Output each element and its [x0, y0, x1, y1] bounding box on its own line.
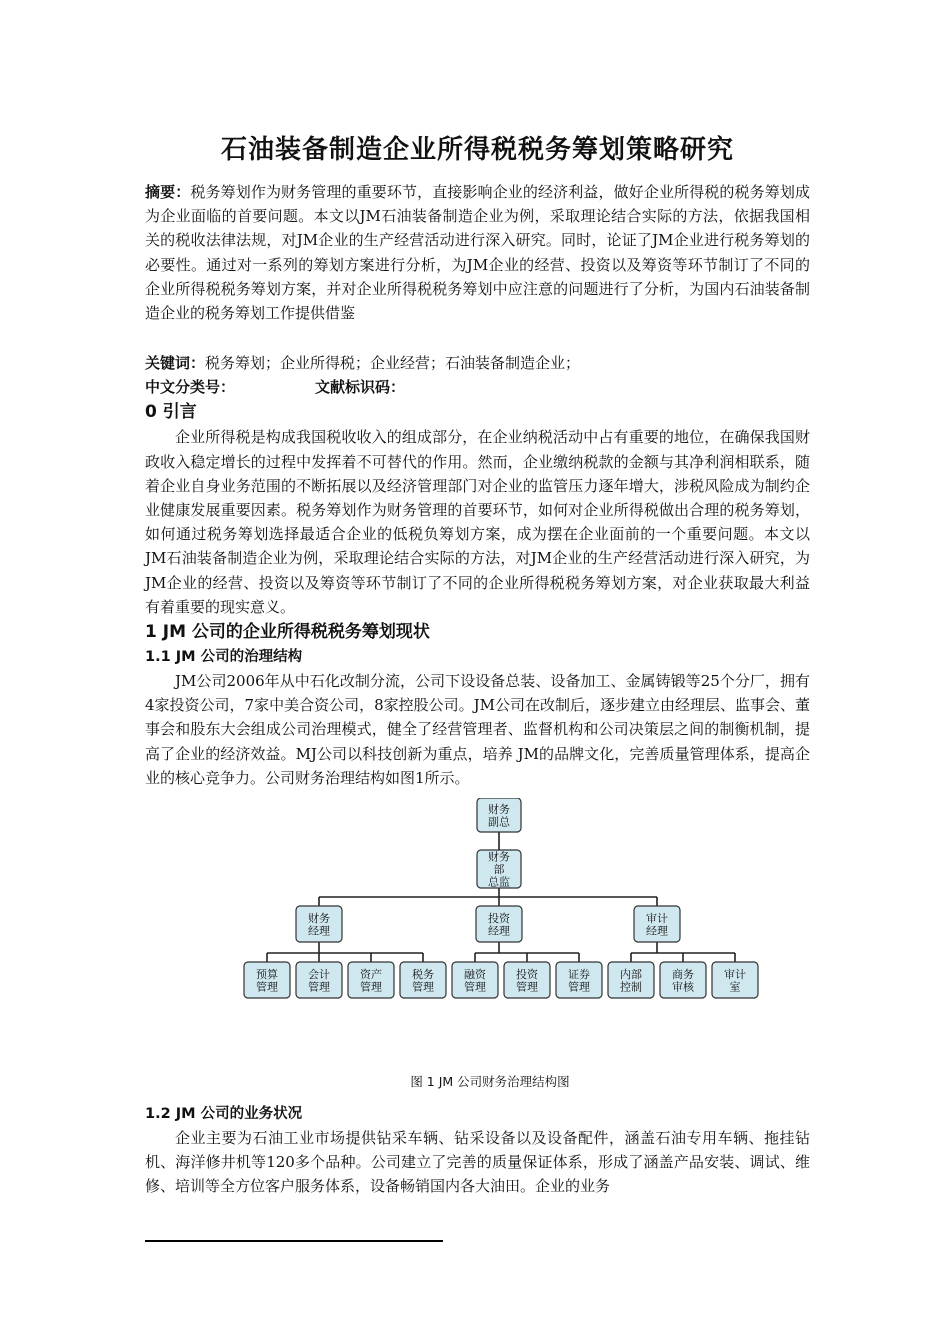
keywords-text: 税务筹划；企业所得税；企业经营；石油装备制造企业； [205, 354, 581, 373]
section-1-heading: 1 JM 公司的企业所得税税务筹划现状 [145, 622, 430, 643]
section-1-2-heading: 1.2 JM 公司的业务状况 [145, 1106, 303, 1123]
node-leaf-2-label-line: 管理 [308, 980, 330, 994]
node-finance-director-label-line: 部 [493, 863, 505, 877]
node-leaf-4 [400, 962, 446, 998]
keywords-label: 关键词： [145, 354, 206, 373]
node-leaf-6 [504, 962, 550, 998]
org-chart-figure [145, 790, 810, 1072]
node-leaf-6-label-line: 管理 [516, 980, 538, 994]
abstract-text: 税务筹划作为财务管理的重要环节，直接影响企业的经济利益，做好企业所得税的税务筹划成为企业面临的首要问题。本文以JM石油装备制造企业为例，采取理论结合实际的方法，依据我国相关的税收法律法规，对JM企业的生产经营活动进行深入研究。同时，论证了JM企业进行税务筹划的必要性。通过对一系列的筹划方案进行分析，为JM企业的经营、投资以及筹资等环节制订了不同的企业所得税税务筹划方案，并对企业所得税税务筹划中应注意的问题进行了分析，为国内石油装备制造企业的税务筹划工作提供借鉴 [145, 183, 810, 323]
node-leaf-1-label-line: 预算 [256, 967, 278, 981]
section-0-text: 企业所得税是构成我国税收收入的组成部分，在企业纳税活动中占有重要的地位，在确保我国财政收入稳定增长的过程中发挥着不可替代的作用。然而，企业缴纳税款的金额与其净利润相联系，随着企业自身业务范围的不断拓展以及经济管理部门对企业的监管压力逐年增大，涉税风险成为制约企业健康发展重要因素。税务筹划作为财务管理的首要环节，如何对企业所得税做出合理的税务筹划，如何通过税务筹划选择最适合企业的低税负筹划方案，成为摆在企业面前的一个重要问题。本文以JM石油装备制造企业为例，采取理论结合实际的方法，对JM企业的生产经营活动进行深入研究，为JM企业的经营、投资以及筹资等环节制订了不同的企业所得税税务筹划方案，对企业获取最大利益有着重要的现实意义。 [145, 428, 810, 616]
node-leaf-9-label-line: 审核 [672, 980, 694, 994]
paper-body [145, 130, 810, 1199]
node-leaf-4-label-line: 管理 [412, 980, 434, 994]
node-finance-manager [296, 906, 342, 942]
node-investment-manager-label-line: 经理 [488, 924, 510, 938]
node-cfo [477, 798, 521, 832]
doc-code-label: 文献标识码： [315, 378, 406, 397]
node-cfo-label-line: 副总 [488, 815, 510, 829]
node-leaf-1 [244, 962, 290, 998]
abstract [145, 180, 810, 325]
node-leaf-7-label-line: 证券 [568, 967, 590, 981]
node-finance-director [477, 850, 521, 889]
node-audit-manager-label-line: 经理 [646, 924, 668, 938]
node-leaf-5-label-line: 管理 [464, 980, 486, 994]
node-leaf-8 [608, 962, 654, 998]
section-1-1-heading: 1.1 JM 公司的治理结构 [145, 649, 303, 666]
node-finance-manager-label-line: 经理 [308, 924, 330, 938]
paper-title: 石油装备制造企业所得税税务筹划策略研究 [220, 135, 734, 165]
section-0-heading: 0 引言 [145, 402, 197, 423]
node-leaf-8-label-line: 内部 [620, 967, 642, 981]
node-leaf-7-label-line: 管理 [568, 980, 590, 994]
node-leaf-9 [660, 962, 706, 998]
node-leaf-3 [348, 962, 394, 998]
node-leaf-5 [452, 962, 498, 998]
org-chart [240, 798, 760, 1003]
keywords [145, 351, 810, 375]
node-leaf-2 [296, 962, 342, 998]
node-leaf-3-label-line: 资产 [360, 967, 382, 981]
node-leaf-9-label-line: 商务 [672, 967, 694, 981]
figure-caption: 图 1 JM 公司财务治理结构图 [410, 1074, 570, 1090]
node-leaf-1-label-line: 管理 [256, 980, 278, 994]
node-finance-director-label-line: 总监 [488, 875, 510, 889]
abstract-label: 摘要： [145, 183, 191, 201]
classification-line [145, 375, 810, 399]
node-leaf-3-label-line: 管理 [360, 980, 382, 994]
node-leaf-8-label-line: 控制 [620, 980, 642, 994]
cn-class-label: 中文分类号： [145, 378, 236, 397]
node-cfo-label-line: 财务 [488, 802, 510, 816]
node-investment-manager-label-line: 投资 [488, 911, 510, 925]
node-finance-manager-label-line: 财务 [308, 911, 330, 925]
node-leaf-5-label-line: 融资 [464, 967, 486, 981]
node-leaf-10-label-line: 审计 [724, 967, 746, 981]
node-investment-manager [476, 906, 522, 942]
node-leaf-7 [556, 962, 602, 998]
node-audit-manager-label-line: 审计 [646, 911, 668, 925]
footnote-rule [145, 1240, 443, 1242]
node-audit-manager [634, 906, 680, 942]
node-leaf-2-label-line: 会计 [308, 967, 330, 981]
section-1-1-text: JM公司2006年从中石化改制分流，公司下设设备总装、设备加工、金属铸锻等25个分厂，拥有4家投资公司，7家中美合资公司，8家控股公司。JM公司在改制后，逐步建立由经理层、监事会、董事会和股东大会组成公司治理模式，健全了经营管理者、监督机构和公司决策层之间的制衡机制，提高了企业的经济效益。MJ公司以科技创新为重点，培养 JM的品牌文化，完善质量管理体系，提高企业的核心竞争力。公司财务治理结构如图1所示。 [145, 672, 811, 787]
section-1-2-text: 企业主要为石油工业市场提供钻采车辆、钻采设备以及设备配件，涵盖石油专用车辆、拖挂钻机、海洋修井机等120多个品种。公司建立了完善的质量保证体系，形成了涵盖产品安装、调试、维修、培训等全方位客户服务体系，设备畅销国内各大油田。企业的业务 [145, 1129, 810, 1196]
node-finance-director-label-line: 财务 [488, 850, 510, 864]
node-leaf-10 [712, 962, 758, 998]
node-leaf-10-label-line: 室 [729, 980, 741, 994]
node-leaf-6-label-line: 投资 [516, 967, 538, 981]
node-leaf-4-label-line: 税务 [412, 967, 434, 981]
